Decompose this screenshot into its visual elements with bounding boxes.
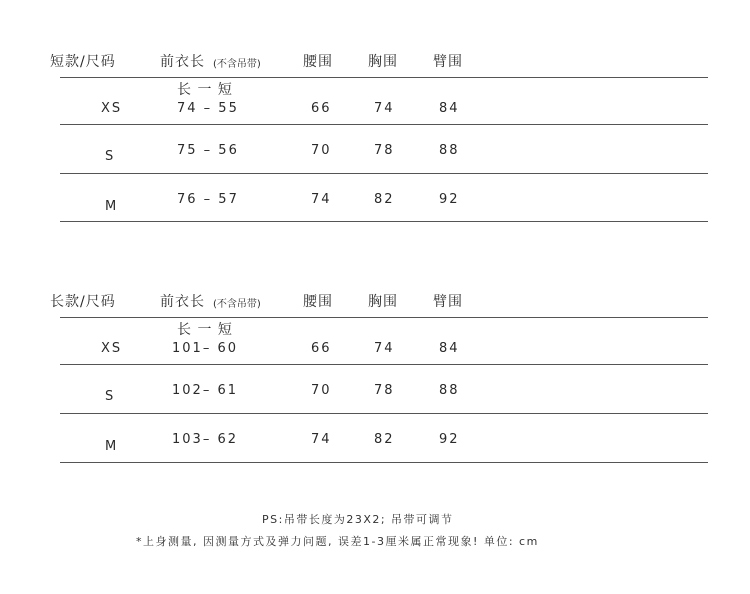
table-divider xyxy=(60,462,708,463)
row-chest: 82 xyxy=(374,432,395,447)
table-divider xyxy=(60,221,708,222)
row-chest: 78 xyxy=(374,383,395,398)
row-arm: 92 xyxy=(439,192,460,207)
long-table-title: 长款/尺码 xyxy=(50,294,116,310)
table-divider xyxy=(60,77,708,78)
measurement-note: *上身测量, 因测量方式及弹力问题, 误差1-3厘米属正常现象! 单位: cm xyxy=(136,535,539,548)
header-waist: 腰围 xyxy=(303,54,333,70)
row-arm: 88 xyxy=(439,383,460,398)
row-waist: 70 xyxy=(311,143,332,158)
strap-note: PS:吊带长度为23X2; 吊带可调节 xyxy=(262,513,454,526)
header-length-note: (不含吊带) xyxy=(213,299,261,310)
table-divider xyxy=(60,124,708,125)
row-size: M xyxy=(105,439,119,454)
sub-header-long-short: 长 一 短 xyxy=(177,82,233,98)
header-chest: 胸围 xyxy=(368,54,398,70)
row-size: XS xyxy=(101,341,123,356)
row-length: 76 – 57 xyxy=(177,192,239,207)
row-waist: 66 xyxy=(311,101,332,116)
row-size: S xyxy=(105,149,116,164)
table-divider xyxy=(60,364,708,365)
table-divider xyxy=(60,317,708,318)
header-length-note: (不含吊带) xyxy=(213,59,261,70)
row-chest: 78 xyxy=(374,143,395,158)
header-front-length: 前衣长 xyxy=(160,294,205,310)
header-front-length: 前衣长 xyxy=(160,54,205,70)
table-divider xyxy=(60,413,708,414)
header-waist: 腰围 xyxy=(303,294,333,310)
row-arm: 84 xyxy=(439,341,460,356)
row-length: 74 – 55 xyxy=(177,101,239,116)
header-chest: 胸围 xyxy=(368,294,398,310)
row-chest: 82 xyxy=(374,192,395,207)
row-arm: 88 xyxy=(439,143,460,158)
row-length: 101– 60 xyxy=(172,341,238,356)
row-length: 75 – 56 xyxy=(177,143,239,158)
row-waist: 66 xyxy=(311,341,332,356)
row-chest: 74 xyxy=(374,341,395,356)
row-size: XS xyxy=(101,101,123,116)
header-arm: 臂围 xyxy=(433,54,463,70)
row-arm: 84 xyxy=(439,101,460,116)
row-length: 102– 61 xyxy=(172,383,238,398)
row-size: S xyxy=(105,389,116,404)
row-size: M xyxy=(105,199,119,214)
short-table-title: 短款/尺码 xyxy=(50,54,116,70)
row-chest: 74 xyxy=(374,101,395,116)
row-waist: 74 xyxy=(311,432,332,447)
row-waist: 70 xyxy=(311,383,332,398)
header-arm: 臂围 xyxy=(433,294,463,310)
row-length: 103– 62 xyxy=(172,432,238,447)
row-waist: 74 xyxy=(311,192,332,207)
table-divider xyxy=(60,173,708,174)
sub-header-long-short: 长 一 短 xyxy=(177,322,233,338)
row-arm: 92 xyxy=(439,432,460,447)
